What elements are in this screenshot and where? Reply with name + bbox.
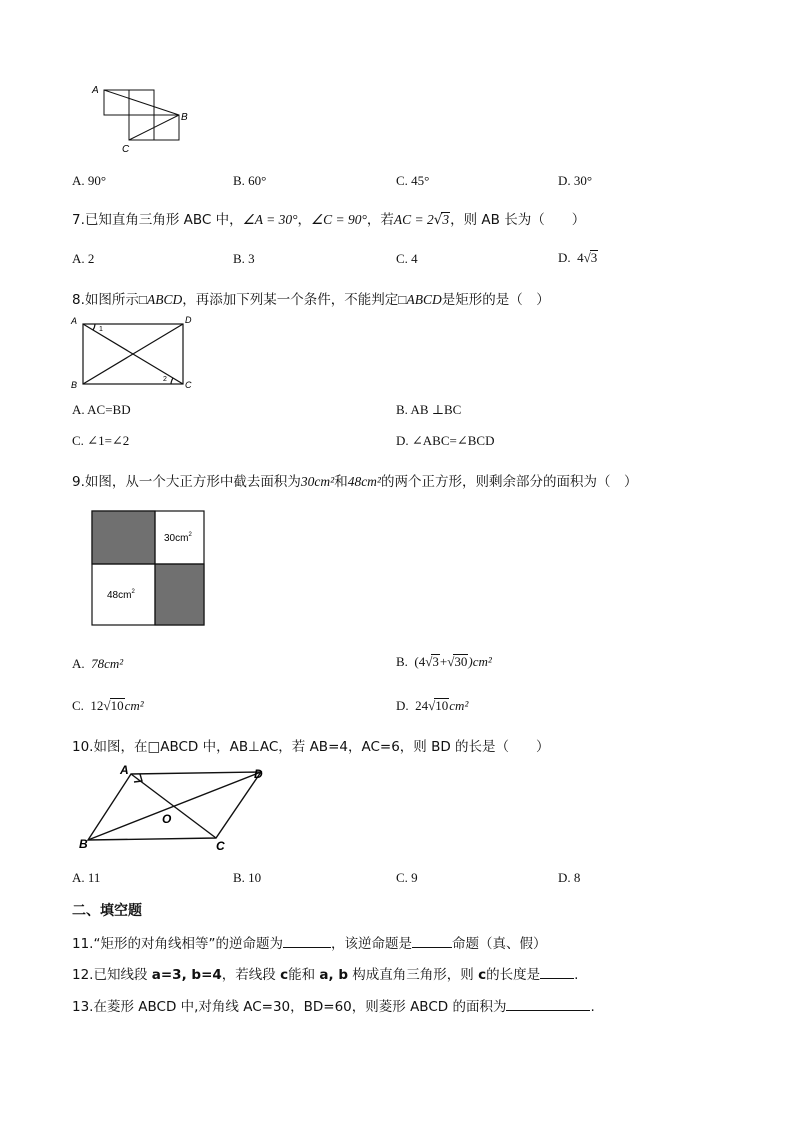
q9-label-top-sup: 2 — [188, 532, 192, 538]
q9-option-b-radicand-2: 30 — [454, 654, 468, 669]
q9-option-b-close: )cm² — [468, 654, 492, 669]
q13-part1: 13.在菱形 ABCD 中,对角线 AC=30，BD=60，则菱形 ABCD 的面积为 — [72, 999, 507, 1015]
q9-prefix: 9.如图，从一个大正方形中截去面积为 — [72, 474, 301, 490]
q9-option-d — [396, 698, 468, 714]
q13-end: . — [590, 999, 595, 1015]
q12-c: c — [280, 967, 289, 983]
q6-option-c: C. 45° — [396, 173, 430, 188]
q11-part2: ，该逆命题是 — [330, 936, 412, 952]
section-title: 二、填空题 — [72, 903, 142, 919]
q9-area-2: 48cm² — [347, 474, 381, 489]
q12-stem — [72, 963, 578, 983]
q10-label-b: B — [79, 837, 88, 851]
q9-option-c-unit: cm² — [124, 698, 144, 713]
q11-part1: 11.“矩形的对角线相等”的逆命题为 — [72, 936, 283, 952]
q9-stem — [72, 470, 637, 490]
q8-parallelogram-2: □ABCD — [398, 292, 442, 307]
q8-label-1: 1 — [99, 326, 103, 333]
q7-option-a: A. 2 — [72, 251, 95, 266]
q7-angle-a: ∠A = 30° — [242, 212, 298, 227]
q9-figure — [91, 510, 207, 628]
q11-part3: 命题（真、假） — [451, 936, 547, 952]
q7-option-d-radicand: 3 — [590, 250, 598, 265]
q9-option-b-radicand-1: 3 — [432, 654, 439, 669]
q9-option-d-unit: cm² — [449, 698, 469, 713]
q10-figure — [76, 762, 276, 854]
q12-blank[interactable] — [540, 966, 574, 979]
q9-suffix: 的两个正方形，则剩余部分的面积为（ ） — [380, 474, 638, 490]
q8-label-2: 2 — [163, 376, 167, 383]
svg-text:48cm2 — [107, 589, 135, 601]
q9-option-d-coef: 24 — [415, 698, 429, 713]
q8-prefix: 8.如图所示 — [72, 292, 139, 308]
q8-label-a: A — [71, 316, 78, 326]
q8-option-b: B. AB ⊥BC — [396, 402, 462, 417]
q12-part4: 构成直角三角形，则 — [348, 967, 479, 983]
q9-option-d-radicand: 10 — [435, 698, 449, 713]
q6-option-d: D. 30° — [558, 173, 593, 188]
q6-option-b: B. 60° — [233, 173, 267, 188]
q6-label-b: B — [181, 112, 188, 123]
q7-option-b: B. 3 — [233, 251, 255, 266]
q12-part3: 能和 — [288, 967, 320, 983]
q7-ac-radicand: 3 — [442, 212, 450, 227]
q8-label-c: C — [185, 380, 192, 390]
q10-option-c: C. 9 — [396, 870, 418, 885]
q9-option-c-coef: 12 — [90, 698, 104, 713]
q9-shaded-bottom-right — [155, 564, 204, 625]
q6-option-a: A. 90° — [72, 173, 107, 188]
sqrt-icon: √ — [428, 698, 436, 713]
q9-option-b-open: (4 — [414, 654, 426, 669]
q7-option-c: C. 4 — [396, 251, 418, 266]
q10-option-d: D. 8 — [558, 870, 581, 885]
q9-option-b-plus: + — [439, 654, 448, 669]
q8-stem — [72, 288, 550, 308]
q8-mid: ，再添加下列某一个条件，不能判定 — [182, 292, 399, 308]
q7-stem — [72, 208, 585, 228]
q7-angle-c: ∠C = 90° — [311, 212, 367, 227]
q11-blank-2[interactable] — [412, 935, 452, 948]
q6-label-a: A — [92, 85, 99, 96]
q9-option-c-prefix: C. — [72, 698, 84, 713]
q9-option-a-prefix: A. — [72, 656, 85, 671]
q12-part2: ，若线段 — [221, 967, 281, 983]
q11-blank-1[interactable] — [283, 935, 331, 948]
q12-ab-values: a=3, b=4 — [151, 967, 222, 983]
q8-option-d: D. ∠ABC=∠BCD — [396, 433, 495, 448]
q10-label-o: O — [162, 812, 172, 826]
q8-label-d: D — [185, 315, 192, 325]
q9-option-c-radicand: 10 — [110, 698, 124, 713]
q9-label-bottom-sup: 2 — [131, 589, 135, 595]
q7-sep: ， — [297, 212, 312, 228]
q9-mid: 和 — [334, 474, 348, 490]
q7-suffix: ，则 AB 长为（ ） — [450, 212, 586, 228]
q12-part5: 的长度是 — [486, 967, 541, 983]
q9-label-bottom: 48cm — [107, 590, 132, 601]
q6-label-c: C — [122, 144, 130, 155]
q10-label-d: D — [254, 767, 263, 781]
q7-option-d — [558, 250, 598, 266]
q7-ac-lhs: AC = 2 — [393, 212, 434, 227]
q13-stem — [72, 995, 595, 1015]
q10-stem: 10.如图，在□ABCD 中，AB⊥AC，若 AB=4，AC=6，则 BD 的长是（ ） — [72, 739, 550, 755]
q7-option-d-prefix: D. — [558, 250, 571, 265]
q7-prefix: 7.已知直角三角形 ABC 中， — [72, 212, 243, 228]
sqrt-icon: √ — [103, 698, 111, 713]
sqrt-icon: √ — [447, 654, 455, 669]
q9-option-a-value: 78cm² — [91, 656, 124, 671]
q12-a-b: a, b — [319, 967, 348, 983]
q7-option-d-coef: 4 — [577, 250, 584, 265]
q8-figure — [68, 312, 198, 390]
sqrt-icon: √ — [583, 250, 591, 265]
q9-label-top: 30cm — [164, 533, 189, 544]
q9-option-a — [72, 656, 123, 672]
q9-option-c — [72, 698, 144, 714]
q8-option-a: A. AC=BD — [72, 402, 131, 417]
q9-option-b-prefix: B. — [396, 654, 408, 669]
sqrt-icon: √ — [433, 212, 443, 228]
q10-option-b: B. 10 — [233, 870, 262, 885]
q12-c-2: c — [478, 967, 487, 983]
q7-mid: ，若 — [366, 212, 394, 228]
q12-end: . — [574, 967, 579, 983]
q9-shaded-top-left — [92, 511, 155, 564]
q9-option-d-prefix: D. — [396, 698, 409, 713]
q11-stem — [72, 932, 546, 952]
q10-option-a: A. 11 — [72, 870, 101, 885]
q8-suffix: 是矩形的是（ ） — [441, 292, 550, 308]
q9-area-1: 30cm² — [300, 474, 335, 489]
q9-option-b — [396, 654, 492, 670]
svg-text:30cm2 — [164, 532, 192, 544]
q13-blank[interactable] — [506, 998, 590, 1011]
sqrt-icon: √ — [425, 654, 433, 669]
q8-label-b: B — [71, 380, 78, 390]
q10-label-c: C — [216, 839, 225, 853]
q12-part1: 12.已知线段 — [72, 967, 152, 983]
q8-parallelogram-1: □ABCD — [138, 292, 183, 307]
q6-figure — [88, 78, 198, 156]
q10-label-a: A — [120, 763, 129, 777]
q8-option-c: C. ∠1=∠2 — [72, 433, 130, 448]
